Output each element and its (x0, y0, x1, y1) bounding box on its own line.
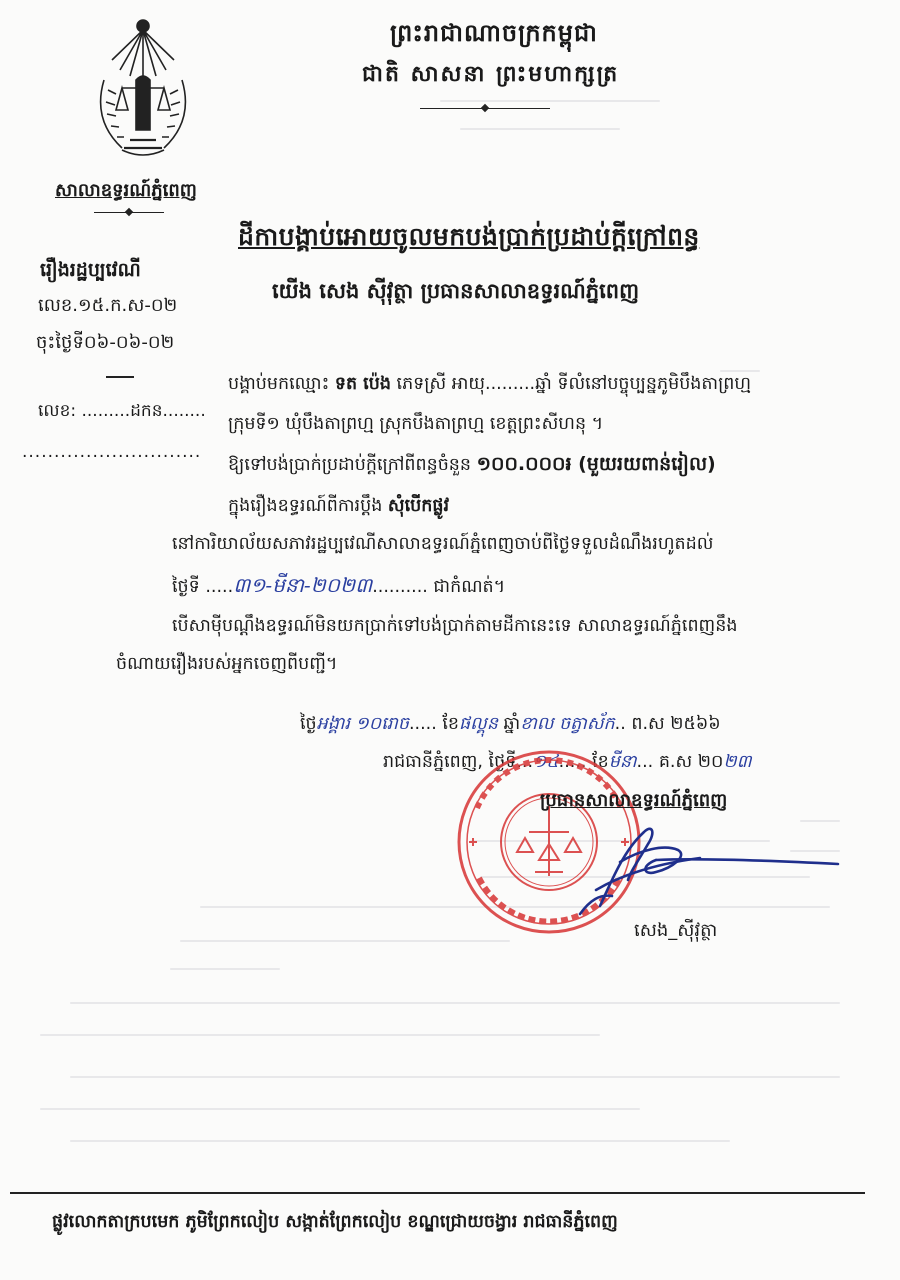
deadline-handwritten: ៣១-មីនា-២០២៣ (233, 573, 373, 597)
payment-prefix: ឱ្យទៅបង់ប្រាក់ប្រដាប់ក្ដីក្រៅពីពន្ធចំនួន (228, 455, 472, 475)
blank-field: ............................ (22, 442, 202, 462)
year-handwritten: ២៣ (723, 752, 752, 772)
case-date: ចុះថ្ងៃទី០៦-០៦-០២ (36, 332, 175, 353)
divider (106, 376, 134, 378)
case-type: រឿងរដ្ឋប្បវេណី (40, 259, 141, 281)
lunar-year-handwritten: ខាល ចត្វាស័ក (520, 714, 615, 734)
body-line-6: ថ្ងៃទី .....៣១-មីនា-២០២៣.......... ជាកំណត់។ (172, 573, 506, 597)
buddhist-era: ព.ស ២៥៦៦ (631, 714, 721, 734)
person-name: ទត ប៉េង (334, 374, 391, 394)
day-handwritten: ១៤ (533, 752, 559, 772)
document-title: ដីកាបង្គាប់អោយចូលមកបង់ប្រាក់ប្រដាប់ក្ដីក្រៅពន្ធ (238, 222, 700, 251)
lunar-month-label: ខែ (442, 714, 460, 734)
gregorian-date-line: រាជធានីភ្នំពេញ, ថ្ងៃទី...១៤..... ខែមីនា... គ.ស ២០២៣ (383, 752, 752, 772)
footer-divider (10, 1192, 865, 1194)
summon-prefix: បង្គាប់មកឈ្មោះ (228, 374, 330, 394)
year-label: គ.ស ២០ (658, 752, 724, 772)
footer-address: ផ្លូវលោកតាក្របមេក ភូមិព្រែកលៀប សង្កាត់ព្រែកលៀប ខណ្ឌជ្រោយចង្វារ រាជធានីភ្នំពេញ (52, 1212, 618, 1232)
kingdom-title: ព្រះរាជាណាចក្រកម្ពុជា (390, 19, 598, 47)
lunar-year-label: ឆ្នាំ (503, 714, 521, 734)
body-line-1 (228, 372, 751, 398)
person-details: ភេទស្រី អាយុ.........ឆ្នាំ ទីលំនៅបច្ចុប្បន្នភូមិបឹងតាព្រហ្ម (396, 374, 752, 394)
month-handwritten: មីនា (608, 752, 637, 772)
case-subject: សុំបើកផ្លូវ (387, 496, 450, 516)
deadline-suffix: ជាកំណត់។ (433, 577, 506, 597)
body-line-4 (228, 494, 449, 520)
body-line-8: ចំណាយរឿងរបស់អ្នកចេញពីបញ្ជី។ (116, 654, 338, 674)
president-title: ប្រធានសាលាឧទ្ធរណ៍ភ្នំពេញ (540, 790, 728, 811)
case-number: លេខ.១៥.ក.ស-០២ (38, 295, 178, 316)
national-motto: ជាតិ សាសនា ព្រះមហាក្សត្រ (362, 62, 620, 87)
lunar-month-handwritten: ផល្គុន (459, 714, 498, 734)
payment-amount: ១០០.០០០៛ (មួយរយពាន់រៀល) (476, 453, 716, 475)
handwritten-signature (560, 810, 850, 920)
month-label: ខែ (592, 752, 609, 772)
lunar-day-handwritten: អង្គារ ១០រោច (316, 714, 409, 734)
lunar-day-label: ថ្ងៃ (300, 714, 317, 734)
place-date-label: រាជធានីភ្នំពេញ, ថ្ងៃទី (383, 752, 517, 772)
court-name: សាលាឧទ្ធរណ៍ភ្នំពេញ (55, 180, 197, 201)
body-line-5: នៅការិយាល័យសភាវរដ្ឋប្បវេណីសាលាឧទ្ធរណ៍ភ្នំពេញចាប់ពីថ្ងៃទទួលដំណឹងរហូតដល់ (172, 534, 714, 554)
deadline-prefix: ថ្ងៃទី (172, 577, 200, 597)
court-emblem-icon (92, 10, 194, 160)
issuer-line: យើង សេង ស៊ីវុត្ថា ប្រធានសាលាឧទ្ធរណ៍ភ្នំពេញ (272, 279, 640, 303)
body-line-3 (228, 452, 716, 480)
lunar-date-line: ថ្ងៃអង្គារ ១០រោច..... ខែផល្គុន ឆ្នាំខាល ចត្វាស័ក.. ព.ស ២៥៦៦ (300, 714, 721, 734)
body-line-7: បើសាម៉ីបណ្ដឹងឧទ្ធរណ៍មិនយកប្រាក់ទៅបង់ប្រាក់តាមដីកានេះទេ សាលាឧទ្ធរណ៍ភ្នំពេញនឹង (172, 616, 738, 636)
case-subject-prefix: ក្នុងរឿងឧទ្ធរណ៍ពីការប្ដឹង (228, 496, 383, 516)
signer-name: សេង_ស៊ីវុត្ថា (634, 920, 718, 941)
lekh-field: លេខ: .........ដកន........ (38, 401, 206, 421)
body-line-2: ក្រុមទី១ ឃុំបឹងតាព្រហ្ម ស្រុកបឹងតាព្រហ្ម ខេត្តព្រះសីហនុ ។ (228, 414, 604, 434)
